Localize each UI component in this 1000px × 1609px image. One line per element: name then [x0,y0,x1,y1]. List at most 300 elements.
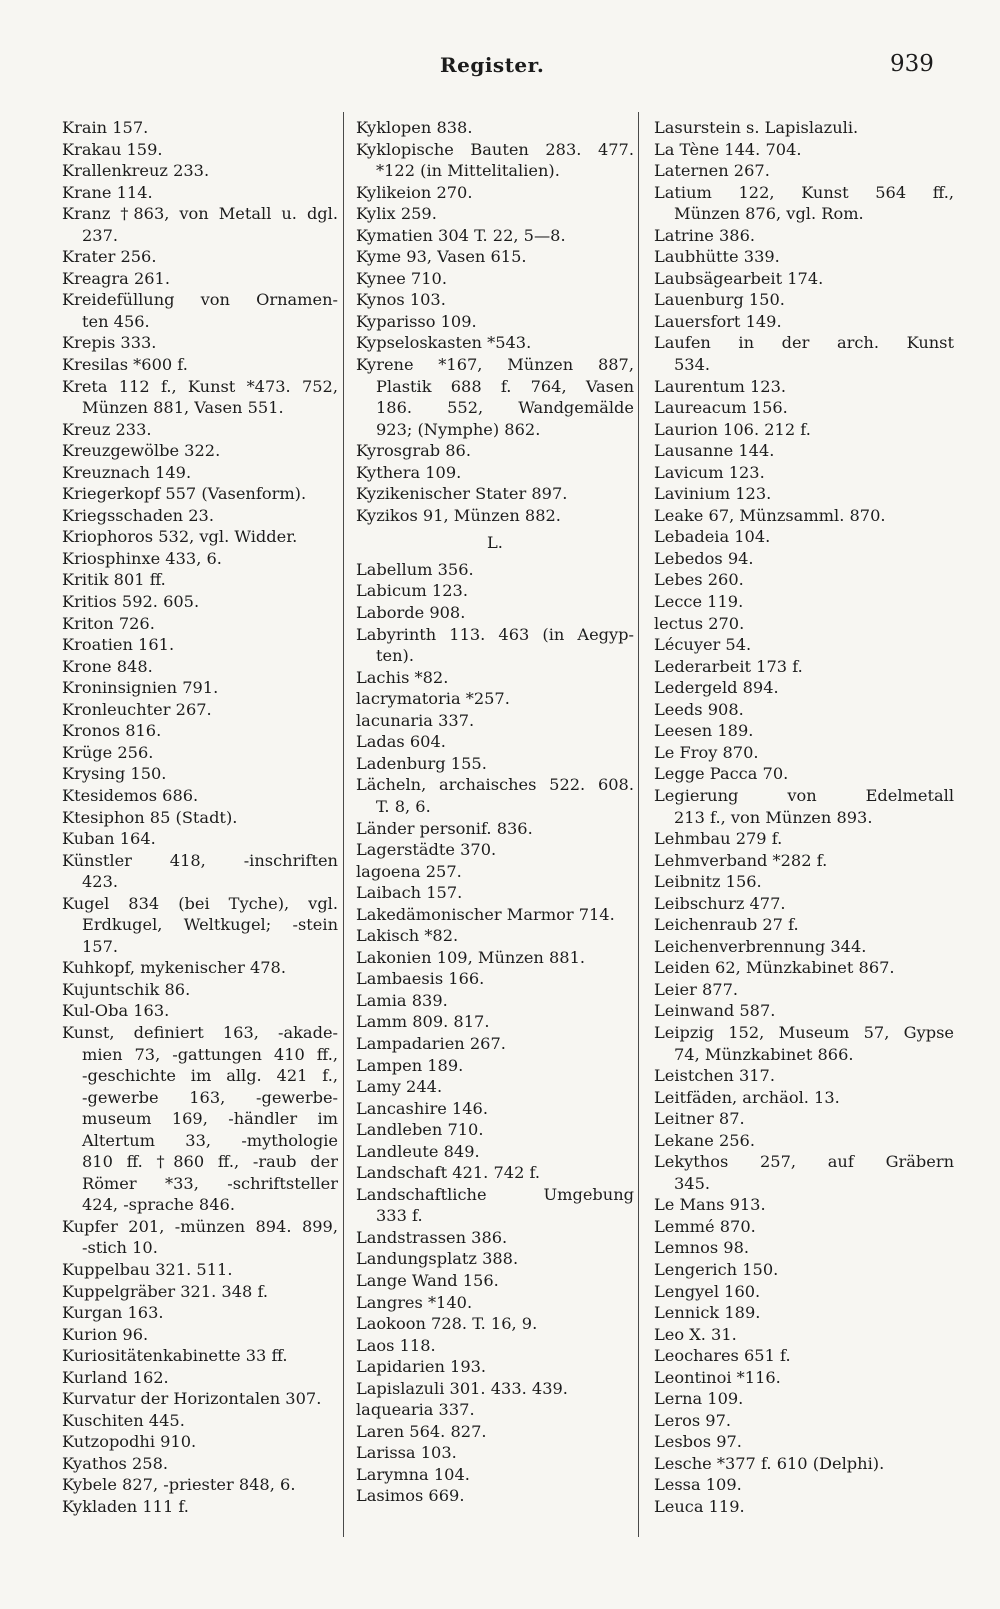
index-entry [654,1194,954,1216]
index-entry-line: Laufen in der arch. Kunst [654,333,954,353]
index-entry [654,1388,954,1410]
index-entry [356,968,634,990]
index-entry [62,677,338,699]
index-entry-line: Lachis *82. [356,667,449,687]
index-entry-line: Kunst, definiert 163, -akade- [62,1022,338,1042]
index-entry [654,1324,954,1346]
index-entry-line: Kylix 259. [356,204,437,224]
index-entry [654,1087,954,1109]
index-entry-line: Lauenburg 150. [654,290,785,310]
index-entry-line: Kuschiten 445. [62,1410,185,1430]
index-entry-line: Laureacum 156. [654,398,788,418]
index-entry [62,634,338,656]
index-entry [654,699,954,721]
index-entry [654,311,954,333]
index-entry-line: Leiden 62, Münzkabinet 867. [654,958,895,978]
index-entry-line: Kresilas *600 f. [62,355,188,375]
index-entry [62,505,338,527]
index-entry [356,710,634,732]
index-entry-line: Laurentum 123. [654,376,787,396]
index-entry [356,203,634,225]
index-entry-line: Kuban 164. [62,829,156,849]
index-entry-continuation: Münzen 881, Vasen 551. [82,398,284,418]
index-entry-line: Kriegsschaden 23. [62,505,214,525]
index-entry-line: Leontinoi *116. [654,1367,781,1387]
index-entry-line: Labyrinth 113. 463 (in Aegyp- [356,624,634,644]
index-entry [356,1119,634,1141]
index-entry-line: Lennick 189. [654,1303,761,1323]
index-entry-line: Kriegerkopf 557 (Vasenform). [62,484,307,504]
index-entry-line: Langres *140. [356,1292,473,1312]
index-column-1 [62,117,338,1518]
index-entry-line: Kroninsignien 791. [62,678,219,698]
index-entry [654,1496,954,1518]
index-entry-continuation: Altertum 33, -mythologie [82,1130,338,1150]
index-entry [356,624,634,667]
index-entry-line: Kroatien 161. [62,635,175,655]
index-entry [654,914,954,936]
index-entry-line: lacrymatoria *257. [356,689,510,709]
index-section-heading: L. [487,533,503,553]
index-entry [356,1227,634,1249]
index-entry-line: Kreta 112 f., Kunst *473. 752, [62,376,338,396]
index-entry [356,1399,634,1421]
index-entry [654,419,954,441]
index-entry [356,332,634,354]
index-entry-continuation: ten 456. [82,311,150,331]
index-entry-line: Krone 848. [62,656,153,676]
index-entry [654,828,954,850]
index-entry [654,1302,954,1324]
index-entry [356,1184,634,1227]
index-entry-line: Leinwand 587. [654,1001,776,1021]
index-entry [62,1474,338,1496]
index-entry-line: Landstrassen 386. [356,1227,508,1247]
index-entry-line: Lekythos 257, auf Gräbern [654,1152,954,1172]
index-entry-line: Leochares 651 f. [654,1346,791,1366]
index-entry-line: Kykladen 111 f. [62,1497,189,1516]
index-entry [356,505,634,527]
index-entry [356,731,634,753]
index-entry-continuation: Erdkugel, Weltkugel; -stein [82,915,338,935]
index-entry-line: Laternen 267. [654,161,770,181]
index-entry-continuation: -gewerbe 163, -gewerbe- [82,1087,338,1107]
index-entry-line: Lange Wand 156. [356,1270,499,1290]
index-entry [654,1345,954,1367]
index-entry-continuation: 213 f., von Münzen 893. [674,807,873,827]
index-entry-line: Leibnitz 156. [654,872,762,892]
index-entry [654,1259,954,1281]
index-entry-line: Lauersfort 149. [654,311,782,331]
index-entry [654,871,954,893]
index-entry-line: Leistchen 317. [654,1066,776,1086]
index-entry [62,1259,338,1281]
index-entry [356,947,634,969]
index-entry [356,1442,634,1464]
index-entry [62,139,338,161]
column-divider [343,112,344,1537]
index-entry-line: Ktesidemos 686. [62,785,199,805]
index-entry [654,569,954,591]
index-entry-line: Laos 118. [356,1335,436,1355]
index-entry [654,850,954,872]
index-entry-line: Lemmé 870. [654,1216,756,1236]
index-entry [356,462,634,484]
index-entry [654,483,954,505]
index-entry [356,559,634,581]
index-entry-continuation: -stich 10. [82,1238,158,1258]
index-entry-line: Kranz †863, von Metall u. dgl. [62,204,338,224]
index-entry-line: Ladenburg 155. [356,753,487,773]
index-entry [62,332,338,354]
index-entry-line: Landungsplatz 388. [356,1249,519,1269]
index-entry-line: Lebadeia 104. [654,527,771,547]
index-entry [62,979,338,1001]
index-entry [654,936,954,958]
index-entry [356,1011,634,1033]
index-entry [356,580,634,602]
index-entry [654,1000,954,1022]
index-entry-line: Lagerstädte 370. [356,840,497,860]
index-entry [356,1485,634,1507]
index-entry-line: Lamm 809. 817. [356,1012,490,1032]
index-entry [62,289,338,332]
index-entry-line: Kriophoros 532, vgl. Widder. [62,527,298,547]
index-entry [654,117,954,139]
index-entry-line: Lesche *377 f. 610 (Delphi). [654,1453,885,1473]
index-entry [654,332,954,375]
index-entry [356,1033,634,1055]
index-entry [62,893,338,958]
index-entry-line: lacunaria 337. [356,710,475,730]
index-entry [356,1141,634,1163]
index-entry-line: Latium 122, Kunst 564 ff., [654,182,954,202]
index-entry-continuation: 534. [674,355,711,375]
index-entry-line: Krysing 150. [62,764,167,784]
index-entry-continuation: T. 8, 6. [376,796,431,816]
index-entry [356,440,634,462]
index-entry [356,602,634,624]
index-entry [356,1076,634,1098]
index-entry-line: Leesen 189. [654,721,754,741]
index-entry-line: Krain 157. [62,118,149,137]
index-entry-line: Kurgan 163. [62,1303,164,1323]
index-entry-continuation: ten). [376,646,414,666]
index-entry-line: Kupfer 201, -münzen 894. 899, [62,1216,338,1236]
index-entry-line: Kyparisso 109. [356,311,477,331]
index-entry-line: Lekane 256. [654,1130,755,1150]
index-entry [654,785,954,828]
index-entry-continuation: museum 169, -händler im [82,1109,338,1129]
index-entry-line: Kronleuchter 267. [62,699,212,719]
index-entry [356,1313,634,1335]
index-entry-line: Kurland 162. [62,1367,169,1387]
index-entry-line: Le Mans 913. [654,1195,766,1215]
index-entry-line: Kreuz 233. [62,419,152,439]
index-entry-line: Kreagra 261. [62,268,171,288]
index-entry [654,1474,954,1496]
index-entry-line: Kythera 109. [356,462,462,482]
index-entry-continuation: *122 (in Mittelitalien). [376,161,560,181]
index-entry [62,1324,338,1346]
index-entry [62,1388,338,1410]
index-entry [356,1270,634,1292]
index-entry [356,139,634,182]
index-entry-continuation: Römer *33, -schriftsteller [82,1173,338,1193]
index-entry-line: Krepis 333. [62,333,157,353]
index-entry-line: Kutzopodhi 910. [62,1432,197,1452]
index-entry-line: Lapislazuli 301. 433. 439. [356,1378,568,1398]
index-entry-line: Kynos 103. [356,290,446,310]
index-entry-line: Labicum 123. [356,581,468,601]
index-entry-line: Kreidefüllung von Ornamen- [62,290,338,310]
index-column-2 [356,117,634,1507]
index-entry-line: Lerna 109. [654,1389,744,1409]
index-entry-line: Kujuntschik 86. [62,979,191,999]
index-entry [356,774,634,817]
column-divider [638,112,639,1537]
index-entry [62,203,338,246]
index-entry-line: Lebedos 94. [654,548,754,568]
index-entry [62,1022,338,1216]
index-entry [654,548,954,570]
index-entry-line: Leitfäden, archäol. 13. [654,1087,840,1107]
index-entry [62,268,338,290]
index-entry-continuation: 423. [82,872,119,892]
index-entry [356,818,634,840]
index-entry-line: Kriton 726. [62,613,155,633]
index-entry [62,376,338,419]
index-entry [62,1345,338,1367]
index-entry-line: La Tène 144. 704. [654,139,802,159]
index-entry [654,1065,954,1087]
index-entry-line: Latrine 386. [654,225,756,245]
index-entry [62,354,338,376]
index-entry-continuation: 345. [674,1173,711,1193]
index-entry-line: Laborde 908. [356,603,466,623]
index-entry [654,720,954,742]
index-entry-line: Laurion 106. 212 f. [654,419,811,439]
index-entry [654,742,954,764]
index-entry [654,634,954,656]
index-entry-line: Lakisch *82. [356,926,459,946]
index-entry [62,850,338,893]
index-entry-line: Kul-Oba 163. [62,1001,170,1021]
index-entry [62,440,338,462]
index-entry [356,1464,634,1486]
index-entry [356,1356,634,1378]
index-entry-line: Kurion 96. [62,1324,149,1344]
index-entry-line: Kuhkopf, mykenischer 478. [62,958,287,978]
index-entry-line: Ktesiphon 85 (Stadt). [62,807,238,827]
index-entry-line: Leros 97. [654,1410,732,1430]
index-entry-line: Kyme 93, Vasen 615. [356,247,527,267]
index-entry-line: Kyrene *167, Münzen 887, [356,355,634,375]
index-entry-line: Lebes 260. [654,570,744,590]
index-entry [62,1000,338,1022]
index-entry [654,1237,954,1259]
index-entry [356,1098,634,1120]
index-entry-line: Länder personif. 836. [356,818,533,838]
index-entry-line: Künstler 418, -inschriften [62,850,338,870]
index-entry [62,1216,338,1259]
index-entry-line: Kynee 710. [356,268,447,288]
index-entry-line: Kyzikos 91, Münzen 882. [356,505,561,525]
index-entry-line: Laubhütte 339. [654,247,780,267]
index-entry [62,720,338,742]
index-entry [62,117,338,139]
index-entry [356,839,634,861]
index-entry [654,160,954,182]
index-entry-line: Lächeln, archaisches 522. 608. [356,775,634,795]
index-entry [654,182,954,225]
index-entry-continuation: Münzen 876, vgl. Rom. [674,204,864,224]
index-entry [654,1216,954,1238]
index-entry [654,268,954,290]
index-entry [62,1410,338,1432]
index-entry-line: Lehmverband *282 f. [654,850,828,870]
index-entry [654,376,954,398]
index-entry [356,904,634,926]
index-entry-line: Lampen 189. [356,1055,464,1075]
index-entry-line: Lambaesis 166. [356,969,485,989]
index-entry-line: Larissa 103. [356,1443,457,1463]
index-entry-line: Krüge 256. [62,742,154,762]
index-entry [62,526,338,548]
index-entry [62,569,338,591]
index-entry [62,1302,338,1324]
index-entry [62,699,338,721]
index-entry-line: Lehmbau 279 f. [654,829,783,849]
index-entry-line: Lamia 839. [356,990,448,1010]
index-entry [62,419,338,441]
index-entry-line: Kuriositätenkabinette 33 ff. [62,1346,288,1366]
index-entry [62,1431,338,1453]
index-entry [356,990,634,1012]
index-entry-continuation: -geschichte im allg. 421 f., [82,1066,338,1086]
index-entry-line: Lécuyer 54. [654,635,752,655]
index-entry [62,656,338,678]
index-entry-line: Ladas 604. [356,732,446,752]
index-entry-line: Lakedämonischer Marmor 714. [356,904,615,924]
index-entry [654,1281,954,1303]
index-entry [654,677,954,699]
index-entry [356,861,634,883]
index-entry-line: Kritik 801 ff. [62,570,166,590]
index-entry-continuation: 923; (Nymphe) 862. [376,419,541,439]
index-entry [356,1335,634,1357]
index-entry-line: Kritios 592. 605. [62,592,200,612]
index-entry [356,289,634,311]
index-entry-line: Kreuznach 149. [62,462,192,482]
index-entry-line: lagoena 257. [356,861,462,881]
index-entry [356,246,634,268]
index-entry [356,1378,634,1400]
index-entry [654,397,954,419]
index-entry-continuation: mien 73, -gattungen 410 ff., [82,1044,338,1064]
index-entry-line: Kronos 816. [62,721,162,741]
index-entry-line: Landschaftliche Umgebung [356,1184,634,1204]
index-entry [356,882,634,904]
index-entry-line: Kugel 834 (bei Tyche), vgl. [62,893,338,913]
index-entry [62,763,338,785]
index-entry [356,1162,634,1184]
index-entry-line: Krater 256. [62,247,157,267]
index-entry-line: Leichenraub 27 f. [654,915,799,935]
index-entry-continuation: 237. [82,225,119,245]
index-entry [356,925,634,947]
index-entry-line: Lamy 244. [356,1077,443,1097]
index-entry [654,1453,954,1475]
index-entry [654,613,954,635]
index-entry-line: Kyklopen 838. [356,118,473,137]
index-entry [356,225,634,247]
index-entry-line: Lausanne 144. [654,441,775,461]
index-entry-line: Laren 564. 827. [356,1421,487,1441]
index-entry-line: Legge Pacca 70. [654,764,789,784]
index-entry-line: Krallenkreuz 233. [62,161,210,181]
index-entry [62,785,338,807]
index-entry [654,526,954,548]
index-entry [62,246,338,268]
index-entry-line: Legierung von Edelmetall [654,785,954,805]
index-entry-line: Kuppelbau 321. 511. [62,1259,233,1279]
index-entry-line: Leuca 119. [654,1497,745,1516]
index-entry-line: Lengerich 150. [654,1259,779,1279]
index-entry-continuation: Plastik 688 f. 764, Vasen [376,376,634,396]
index-entry [62,1281,338,1303]
index-entry-line: Le Froy 870. [654,742,759,762]
index-entry [356,753,634,775]
index-entry-line: Leibschurz 477. [654,893,786,913]
index-entry [654,957,954,979]
index-entry-line: Larymna 104. [356,1464,470,1484]
running-head: Register. [440,53,545,77]
index-entry-line: Kyklopische Bauten 283. 477. [356,139,634,159]
index-entry-line: Lasimos 669. [356,1486,465,1506]
index-entry-line: Kyathos 258. [62,1453,169,1473]
index-entry-line: Landleben 710. [356,1120,484,1140]
index-entry [654,462,954,484]
index-entry-line: Kylikeion 270. [356,182,473,202]
index-entry [356,117,634,139]
index-entry [654,1108,954,1130]
index-entry [356,483,634,505]
index-entry-continuation: 186. 552, Wandgemälde [376,398,634,418]
index-entry [62,483,338,505]
index-entry-line: Kriosphinxe 433, 6. [62,548,222,568]
index-entry [654,440,954,462]
index-entry [654,1367,954,1389]
index-entry [62,591,338,613]
index-entry-continuation: 333 f. [376,1206,423,1226]
index-entry-continuation: 810 ff. †860 ff., -raub der [82,1152,338,1172]
index-entry [654,1130,954,1152]
index-entry-line: Kuppelgräber 321. 348 f. [62,1281,269,1301]
index-entry [356,354,634,440]
index-entry-line: Kurvatur der Horizontalen 307. [62,1389,322,1409]
index-entry [654,289,954,311]
index-entry-line: Krane 114. [62,182,153,202]
index-entry-line: Leeds 908. [654,699,744,719]
index-entry [62,613,338,635]
index-entry-line: Lecce 119. [654,592,744,612]
index-entry [356,182,634,204]
index-entry-line: Lederarbeit 173 f. [654,656,803,676]
index-entry-line: Kypseloskasten *543. [356,333,532,353]
index-entry [654,246,954,268]
index-entry [62,548,338,570]
